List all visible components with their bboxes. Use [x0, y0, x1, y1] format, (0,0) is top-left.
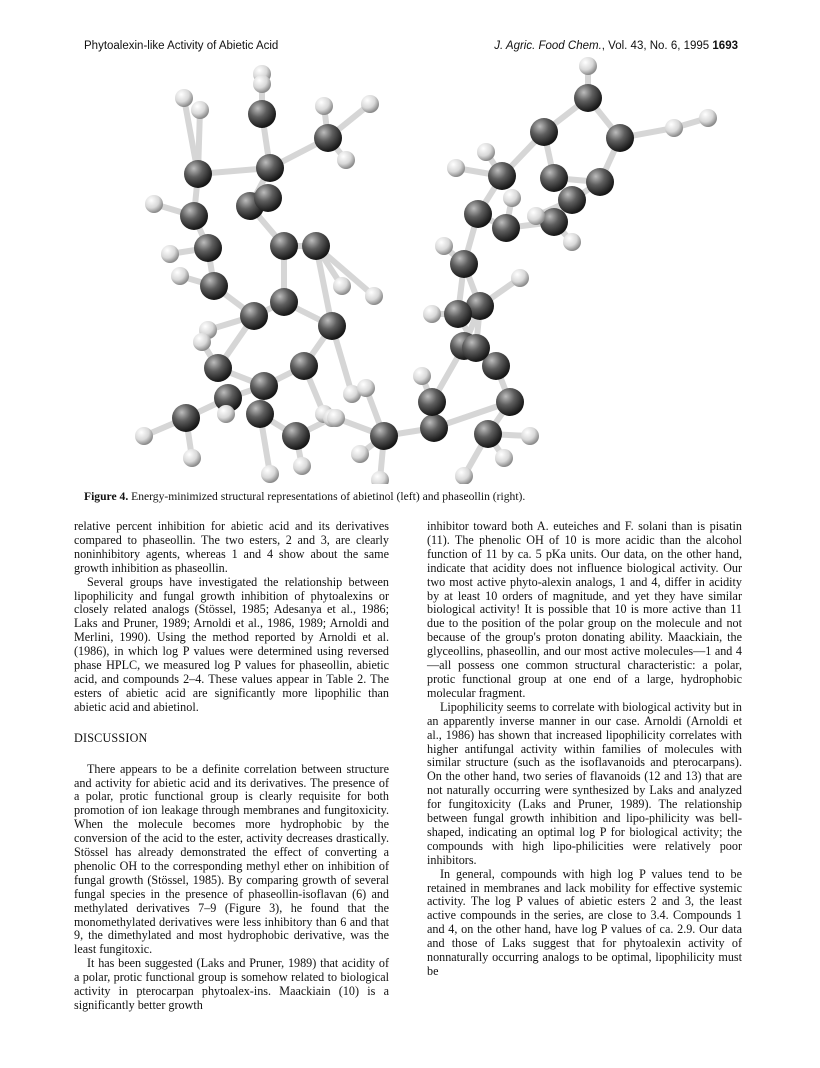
carbon-atom [492, 214, 520, 242]
journal-citation [494, 40, 738, 52]
paragraph: Lipophilicity seems to correlate with biological activity but in an apparently inverse manner in our case. Arnoldi (Arnoldi et al., 1986) has shown that increased lipophilicity correlates with higher antifungal activity within families of molecules with similar structure (such as the isoflavanoids and pterocarpans). On the other hand, two series of flavanoids (12 and 13) that are not naturally occurring were synthesized by Laks and analyzed for fungitoxicity (Laks and Pruner, 1989). The relationship between fungal growth inhibition and lipo-philicity was bell-shaped, indicating an optimal log P for biological activity; the compounds with high lipo-philicities were relatively poor inhibitors. [427, 699, 742, 867]
hydrogen-atom [193, 333, 211, 351]
hydrogen-atom [327, 409, 345, 427]
hydrogen-atom [521, 427, 539, 445]
hydrogen-atom [145, 195, 163, 213]
carbon-atom [172, 404, 200, 432]
section-heading: DISCUSSION [74, 730, 148, 745]
carbon-atom [474, 420, 502, 448]
carbon-atom [194, 234, 222, 262]
figure-caption [84, 490, 744, 503]
carbon-atom [464, 200, 492, 228]
carbon-atom [256, 154, 284, 182]
hydrogen-atom [315, 97, 333, 115]
carbon-atom [270, 232, 298, 260]
carbon-atom [488, 162, 516, 190]
carbon-atom [248, 100, 276, 128]
carbon-atom [184, 160, 212, 188]
hydrogen-atom [435, 237, 453, 255]
carbon-atom [302, 232, 330, 260]
hydrogen-atom [351, 445, 369, 463]
carbon-atom [420, 414, 448, 442]
carbon-atom [462, 334, 490, 362]
hydrogen-atom [579, 57, 597, 75]
hydrogen-atom [333, 277, 351, 295]
carbon-atom [200, 272, 228, 300]
paragraph: In general, compounds with high log P values tend to be retained in membranes and lack mobility for effective systemic activity. The log P values of abietic esters 2 and 3, the least active compounds in the series, are close to 3.4. Compounds 1 and 4, on the other hand, have log P values of ca. 2.9. Our data and those of Laks suggest that for phytoalexin activity of nonnaturally occurring analogs to be optimal, lipophilicity must be [427, 866, 742, 978]
journal-volume: , Vol. 43, No. 6, 1995 [601, 40, 710, 52]
hydrogen-atom [191, 101, 209, 119]
carbon-atom [574, 84, 602, 112]
running-title: Phytoalexin-like Activity of Abietic Acid [84, 40, 279, 52]
page-number: 1693 [712, 40, 738, 52]
carbon-atom [450, 250, 478, 278]
carbon-atom [444, 300, 472, 328]
carbon-atom [586, 168, 614, 196]
carbon-atom [204, 354, 232, 382]
left-column [74, 520, 389, 1013]
hydrogen-atom [447, 159, 465, 177]
carbon-atom [418, 388, 446, 416]
carbon-atom [290, 352, 318, 380]
carbon-atom [558, 186, 586, 214]
carbon-atom [314, 124, 342, 152]
hydrogen-atom [175, 89, 193, 107]
carbon-atom [250, 372, 278, 400]
carbon-atom [282, 422, 310, 450]
figure-4 [84, 56, 744, 484]
hydrogen-atom [161, 245, 179, 263]
carbon-atom [530, 118, 558, 146]
carbon-atom [246, 400, 274, 428]
hydrogen-atom [413, 367, 431, 385]
hydrogen-atom [511, 269, 529, 287]
carbon-atom [496, 388, 524, 416]
hydrogen-atom [665, 119, 683, 137]
hydrogen-atom [495, 449, 513, 467]
hydrogen-atom [563, 233, 581, 251]
hydrogen-atom [357, 379, 375, 397]
hydrogen-atom [183, 449, 201, 467]
hydrogen-atom [171, 267, 189, 285]
carbon-atom [254, 184, 282, 212]
carbon-atom [270, 288, 298, 316]
hydrogen-atom [253, 75, 271, 93]
hydrogen-atom [135, 427, 153, 445]
carbon-atom [540, 164, 568, 192]
caption-label: Figure 4. [84, 490, 129, 503]
molecular-structures-illustration [84, 56, 744, 484]
paragraph: It has been suggested (Laks and Pruner, 1989) that acidity of a polar, protic functional group is somehow related to biological activity in pterocarpan phytoalex-ins. Maackiain (10) is a significantly better growth [74, 956, 389, 1012]
carbon-atom [318, 312, 346, 340]
paragraph: Several groups have investigated the relationship between lipophilicity and fungal growth inhibition of phytoalexins or closely related analogs (Stössel, 1985; Adesanya et al., 1986; Laks and Pruner, 1989; Arnoldi et al., 1986, 1989; Arnoldi and Merlini, 1990). Using the method reported by Arnoldi et al. (1986), in which log P values were determined using reversed phase HPLC, we measured log P values for phaseollin, abietic acid, and compounds 2–4. These values appear in Table 2. The esters of abietic acid are significantly more lipophilic than abietic acid and abietinol. [74, 574, 389, 714]
hydrogen-atom [261, 465, 279, 483]
hydrogen-atom [477, 143, 495, 161]
hydrogen-atom [527, 207, 545, 225]
hydrogen-atom [699, 109, 717, 127]
hydrogen-atom [503, 189, 521, 207]
hydrogen-atom [365, 287, 383, 305]
hydrogen-atom [337, 151, 355, 169]
carbon-atom [180, 202, 208, 230]
atoms-layer [135, 57, 717, 484]
journal-name: J. Agric. Food Chem. [494, 40, 602, 52]
hydrogen-atom [293, 457, 311, 475]
carbon-atom [240, 302, 268, 330]
paragraph: inhibitor toward both A. euteiches and F. solani than is pisatin (11). The phenolic OH of 10 is more acidic than the alcohol function of 11 by ca. 5 pKa units. Our data, on the other hand, indicate that acidity does not influence biological activity. Our two most active phyto-alexin analogs, 1 and 4, differ in acidity by at least 10 orders of magnitude, and yet they have similar biological activity! It is possible that 10 is more active than 11 due to the position of the polar group on the molecule and not because of the group's proton donating ability. Maackiain, the glyceollins, phaseollin, and our most active molecules—1 and 4—all possess one common structural characteristic: a polar, protic functional group at one end of a large, hydrophobic molecular fragment. [427, 519, 742, 700]
hydrogen-atom [423, 305, 441, 323]
hydrogen-atom [217, 405, 235, 423]
hydrogen-atom [361, 95, 379, 113]
carbon-atom [606, 124, 634, 152]
carbon-atom [540, 208, 568, 236]
paragraph: There appears to be a definite correlation between structure and activity for abietic acid and its derivatives. The presence of a polar, protic functional group is clearly requisite for both promotion of ion leakage through membranes and fungitoxicity. When the molecule becomes more hydrophobic by the conversion of the acid to the ester, activity decreases drastically. Stössel has already demonstrated the effect of converting a phenolic OH to the corresponding methyl ether on inhibition of fungal growth (Stössel, 1985). By comparing growth of several fungal species in the presence of phaseollin-isoflavan (6) and methylated derivatives 7–9 (Figure 3), he found that the monomethylated derivatives were less inhibitory than 6 and that 9, the dimethylated and most hydrophobic derivative, was the least fungitoxic. [74, 761, 389, 957]
hydrogen-atom [371, 471, 389, 484]
right-column [427, 520, 742, 979]
caption-text: Energy-minimized structural representations of abietinol (left) and phaseollin (right). [128, 490, 526, 503]
paragraph: relative percent inhibition for abietic acid and its derivatives compared to phaseollin. The two esters, 2 and 3, are clearly noninhibitory agents, whereas 1 and 4 show about the same growth inhibition as phaseollin. [74, 519, 389, 575]
carbon-atom [370, 422, 398, 450]
